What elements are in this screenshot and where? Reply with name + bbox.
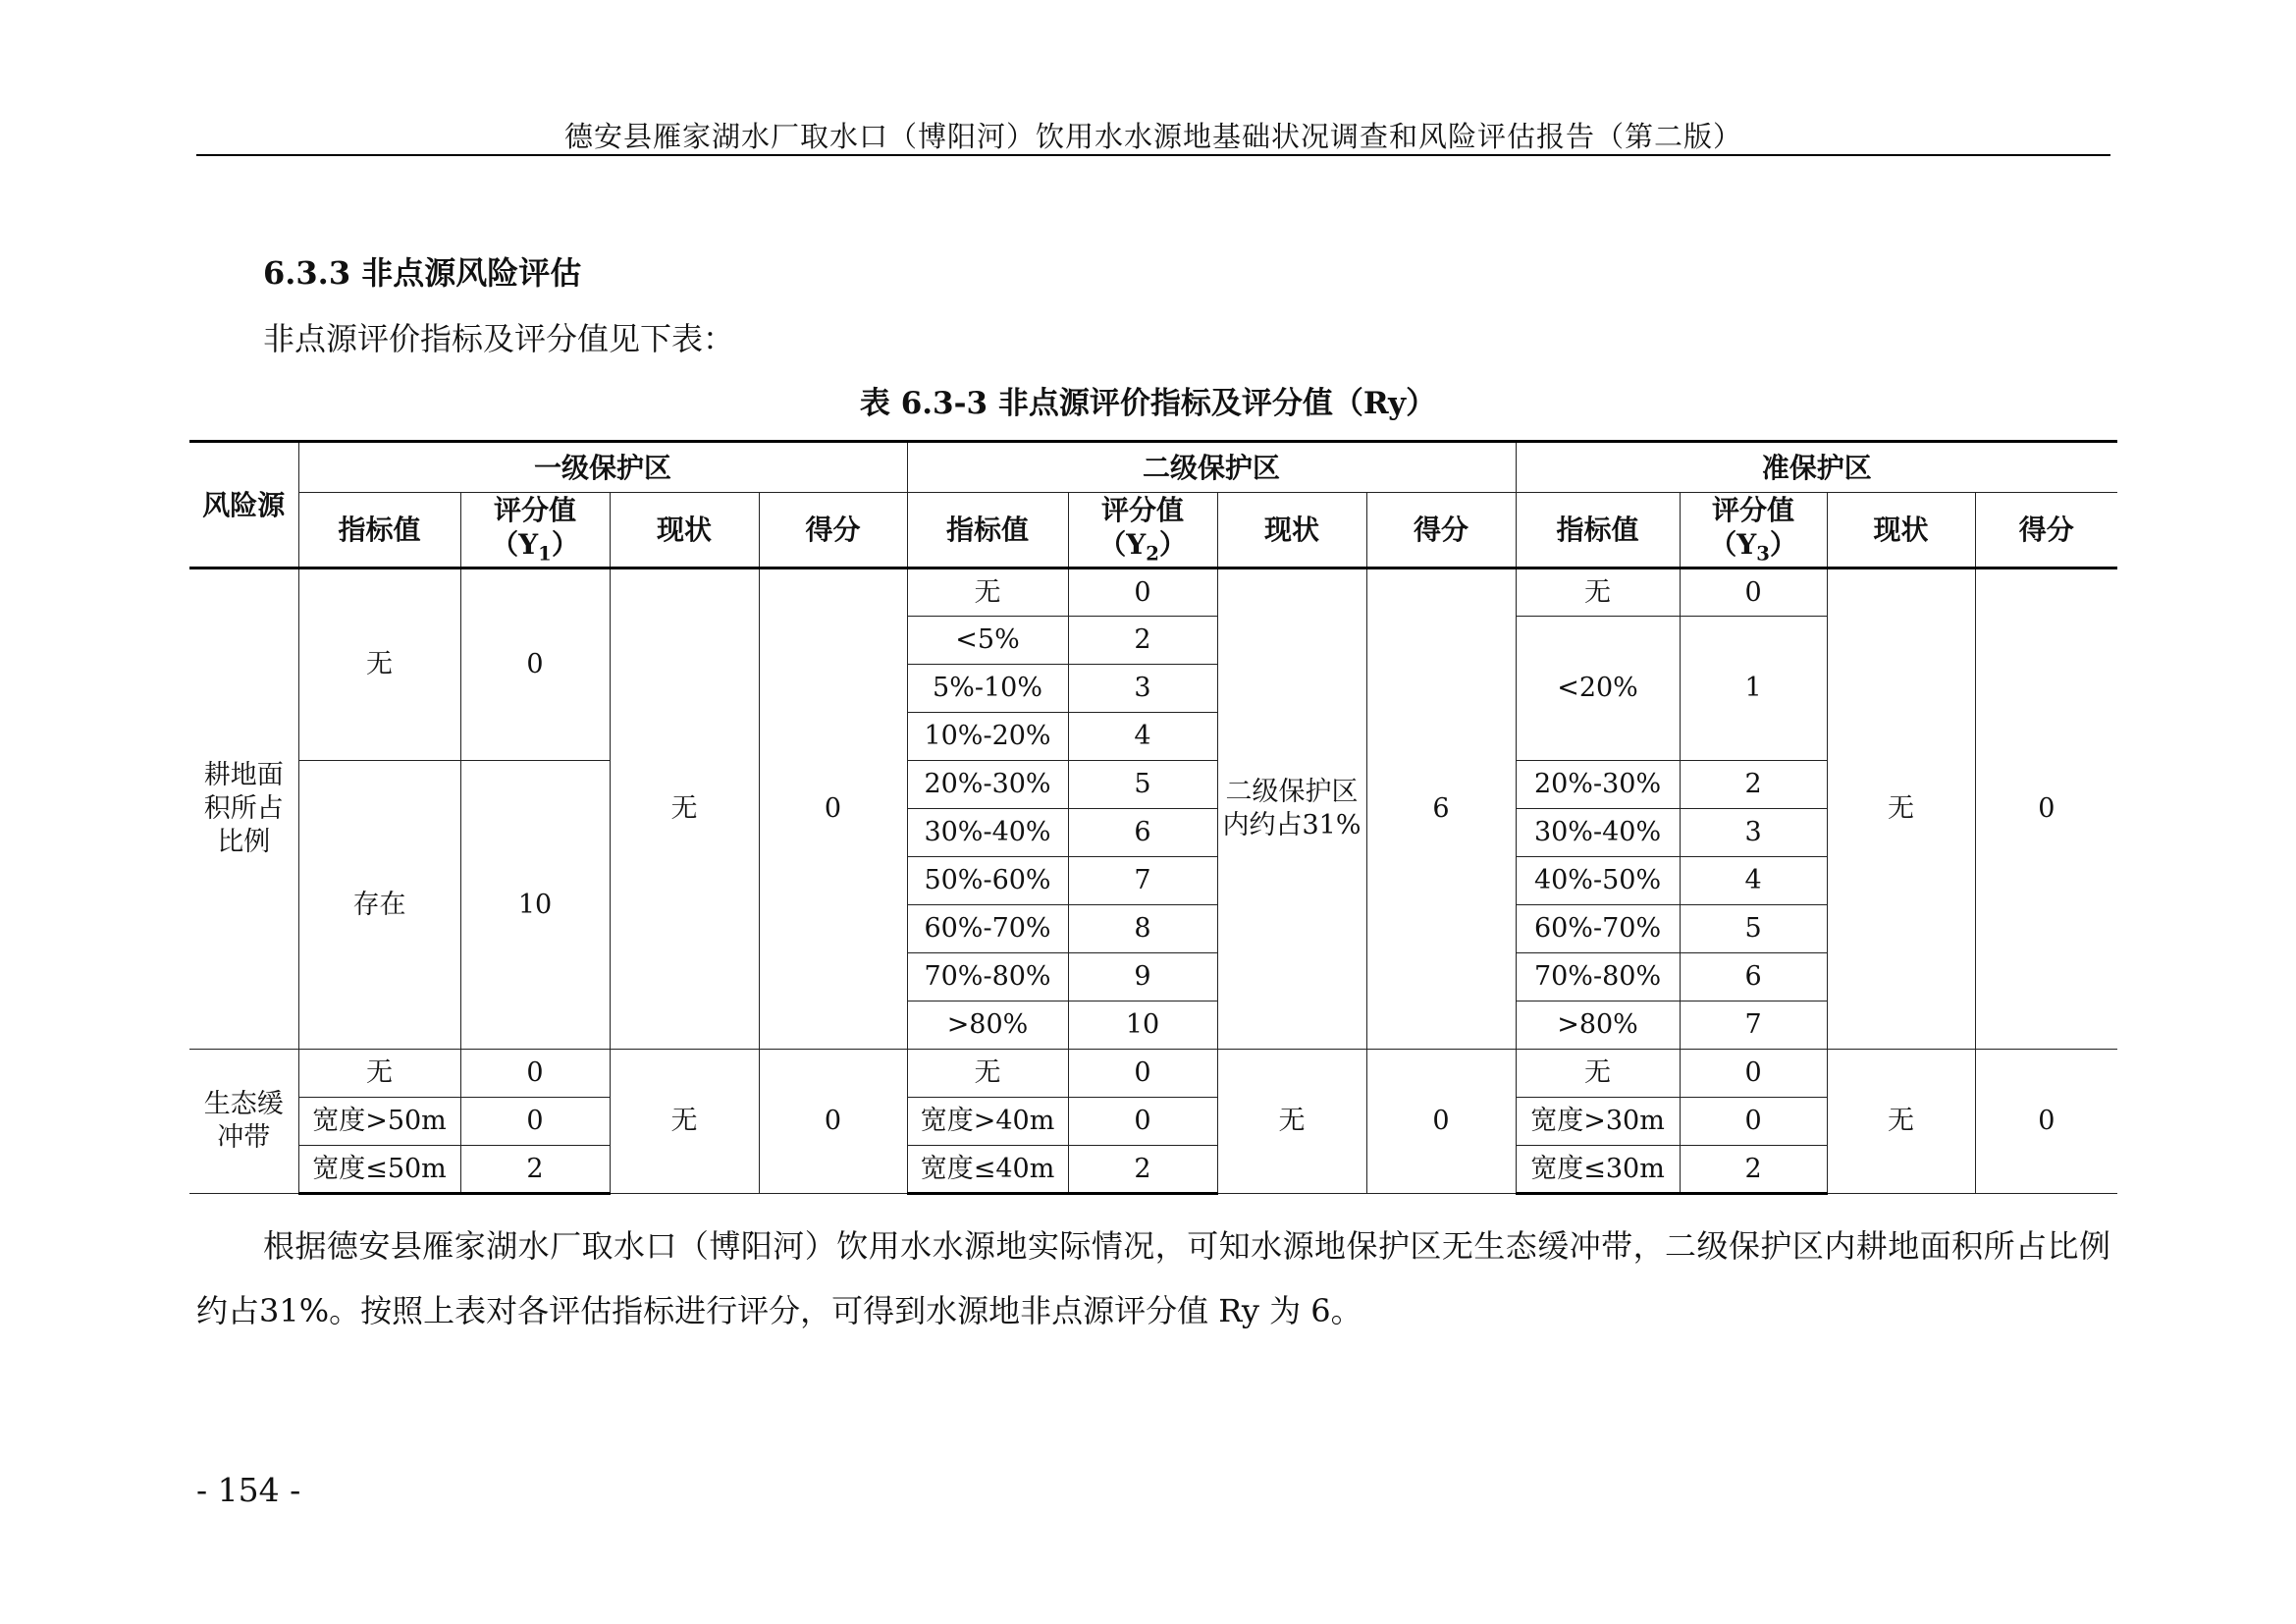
z2-points-header: 得分 [1366, 493, 1516, 568]
z3-indicator-cell: 40%-50% [1516, 857, 1680, 905]
z2-score-cell: 8 [1068, 905, 1217, 953]
z2-score-cell: 2 [1068, 1146, 1217, 1194]
z2-score-header: 评分值 $(Y_2)$ [1068, 493, 1217, 568]
z1-indicator-cell: 存在 [298, 761, 460, 1050]
z1-status-cell: 无 [610, 1050, 759, 1194]
z1-status-header: 现状 [610, 493, 759, 568]
z2-score-cell: 4 [1068, 713, 1217, 761]
z2-score-cell: 5 [1068, 761, 1217, 809]
z3-points-header: 得分 [1975, 493, 2117, 568]
z3-score-cell: 0 [1680, 568, 1827, 617]
z1-score-cell: 0 [460, 568, 610, 761]
risk-source-farmland: 耕地面积所占比例 [189, 568, 298, 1050]
z3-indicator-cell: 无 [1516, 1050, 1680, 1098]
page-number: - 154 - [196, 1471, 301, 1509]
z3-status-cell: 无 [1827, 1050, 1975, 1194]
z1-indicator-cell: 宽度≤50m [298, 1146, 460, 1194]
table-header-row [189, 442, 2117, 493]
z2-status-cell: 无 [1217, 1050, 1366, 1194]
nonpoint-source-table [189, 440, 2117, 1195]
z2-indicator-cell: 70%-80% [907, 953, 1068, 1001]
z3-status-header: 现状 [1827, 493, 1975, 568]
z2-score-cell: 3 [1068, 665, 1217, 713]
z1-indicator-cell: 无 [298, 568, 460, 761]
z2-points-cell: 6 [1366, 568, 1516, 1050]
z3-indicator-cell: <20% [1516, 617, 1680, 761]
table-row [189, 568, 2117, 617]
z1-points-cell: 0 [759, 568, 907, 1050]
z2-indicator-cell: 30%-40% [907, 809, 1068, 857]
z2-score-cell: 0 [1068, 568, 1217, 617]
z3-points-cell: 0 [1975, 1050, 2117, 1194]
z3-indicator-cell: 宽度>30m [1516, 1098, 1680, 1146]
z3-points-cell: 0 [1975, 568, 2117, 1050]
z3-score-cell: 0 [1680, 1098, 1827, 1146]
z3-indicator-cell: 70%-80% [1516, 953, 1680, 1001]
z3-score-cell: 4 [1680, 857, 1827, 905]
z3-indicator-cell: 宽度≤30m [1516, 1146, 1680, 1194]
z3-indicator-cell: 60%-70% [1516, 905, 1680, 953]
table-caption: 表 6.3-3 非点源评价指标及评分值（Ry） [859, 386, 1437, 421]
z2-indicator-header: 指标值 [907, 493, 1068, 568]
table-subheader-row [189, 493, 2117, 568]
z3-indicator-header: 指标值 [1516, 493, 1680, 568]
z1-score-cell: 2 [460, 1146, 610, 1194]
header-rule [196, 154, 2110, 156]
z2-indicator-cell: <5% [907, 617, 1068, 665]
z3-indicator-cell: 无 [1516, 568, 1680, 617]
z3-score-cell: 5 [1680, 905, 1827, 953]
z1-status-cell: 无 [610, 568, 759, 1050]
z2-score-cell: 0 [1068, 1098, 1217, 1146]
zone-header-first: 一级保护区 [298, 442, 907, 493]
z2-indicator-cell: 10%-20% [907, 713, 1068, 761]
running-header-title: 德安县雁家湖水厂取水口（博阳河）饮用水水源地基础状况调查和风险评估报告（第二版） [563, 120, 1742, 153]
table-row [189, 1050, 2117, 1098]
col-risk-source: 风险源 [189, 442, 298, 568]
z2-score-cell: 7 [1068, 857, 1217, 905]
z1-score-cell: 0 [460, 1050, 610, 1098]
zone-header-quasi: 准保护区 [1516, 442, 2117, 493]
z3-indicator-cell: 30%-40% [1516, 809, 1680, 857]
z2-indicator-cell: 无 [907, 1050, 1068, 1098]
z3-indicator-cell: 20%-30% [1516, 761, 1680, 809]
z2-indicator-cell: 20%-30% [907, 761, 1068, 809]
z1-indicator-cell: 无 [298, 1050, 460, 1098]
z1-points-header: 得分 [759, 493, 907, 568]
z3-score-header: 评分值 $(Y_3)$ [1680, 493, 1827, 568]
z2-score-cell: 2 [1068, 617, 1217, 665]
z3-score-cell: 3 [1680, 809, 1827, 857]
z2-indicator-cell: 50%-60% [907, 857, 1068, 905]
z1-score-cell: 10 [460, 761, 610, 1050]
z2-score-cell: 9 [1068, 953, 1217, 1001]
z2-points-cell: 0 [1366, 1050, 1516, 1194]
z2-indicator-cell: 60%-70% [907, 905, 1068, 953]
zone-header-second: 二级保护区 [907, 442, 1516, 493]
z3-score-cell: 7 [1680, 1001, 1827, 1050]
z1-score-cell: 0 [460, 1098, 610, 1146]
z2-indicator-cell: >80% [907, 1001, 1068, 1050]
z1-points-cell: 0 [759, 1050, 907, 1194]
z2-indicator-cell: 宽度≤40m [907, 1146, 1068, 1194]
z2-status-header: 现状 [1217, 493, 1366, 568]
z1-indicator-cell: 宽度>50m [298, 1098, 460, 1146]
z2-score-cell: 6 [1068, 809, 1217, 857]
risk-source-buffer: 生态缓冲带 [189, 1050, 298, 1194]
z3-status-cell: 无 [1827, 568, 1975, 1050]
z3-score-cell: 0 [1680, 1050, 1827, 1098]
z3-score-cell: 2 [1680, 1146, 1827, 1194]
z1-indicator-header: 指标值 [298, 493, 460, 568]
z1-score-header: 评分值 $(Y_1)$ [460, 493, 610, 568]
z2-score-cell: 10 [1068, 1001, 1217, 1050]
conclusion-paragraph: 根据德安县雁家湖水厂取水口（博阳河）饮用水水源地实际情况，可知水源地保护区无生态缓冲带，二级保护区内耕地面积所占比例约占31%。按照上表对各评估指标进行评分，可得到水源地非点源评分值 Ry 为 6。 [196, 1227, 2110, 1329]
z3-score-cell: 6 [1680, 953, 1827, 1001]
z3-score-cell: 2 [1680, 761, 1827, 809]
z2-indicator-cell: 无 [907, 568, 1068, 617]
section-heading: 6.3.3 非点源风险评估 [263, 254, 582, 292]
z2-indicator-cell: 宽度>40m [907, 1098, 1068, 1146]
z3-indicator-cell: >80% [1516, 1001, 1680, 1050]
z3-score-cell: 1 [1680, 617, 1827, 761]
intro-paragraph: 非点源评价指标及评分值见下表： [263, 320, 735, 357]
z2-indicator-cell: 5%-10% [907, 665, 1068, 713]
z2-status-cell: 二级保护区内约占31% [1217, 568, 1366, 1050]
z2-score-cell: 0 [1068, 1050, 1217, 1098]
